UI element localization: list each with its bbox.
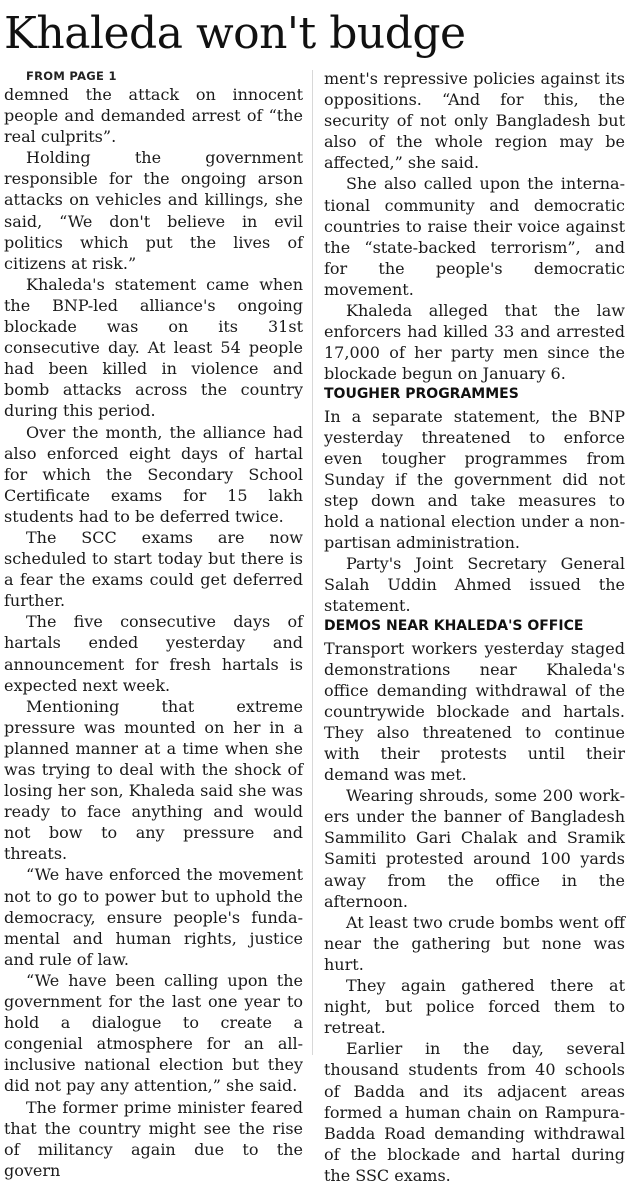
subheading-demos-near-office: DEMOS NEAR KHALEDA'S OFFICE [324,618,584,635]
paragraph: ment's repressive policies against its oppositions. “And for this, the security of not only Bangladesh but also of the whole region may be affected,” she said. [324,69,625,173]
column-divider [312,70,313,1055]
paragraph: The former prime minister feared that the country might see the rise of militancy again due to the govern [4,1097,303,1180]
article-column-left [4,68,303,1181]
headline: Khaleda won't budge [4,8,466,59]
paragraph: Party's Joint Secretary General Salah Uddin Ahmed issued the statement. [324,554,625,616]
paragraph: Holding the government responsible for the ongoing arson attacks on vehicles and killings, she said, “We don't believe in evil politics which put the lives of citizens at risk.” [4,148,303,273]
continued-from-label: FROM PAGE 1 [26,69,117,83]
paragraph: At least two crude bombs went off near the gathering but none was hurt. [324,912,625,974]
paragraph: Over the month, the alliance had also enforced eight days of hartal for which the Secondary School Certificate exams for 15 lakh students had to be deferred twice. [4,422,303,526]
paragraph: In a separate statement, the BNP yesterday threatened to enforce even tougher programmes from Sunday if the government did not step down and take measures to hold a national election under a non-partisan administration. [324,406,625,553]
paragraph: They again gathered there at night, but police forced them to retreat. [324,976,625,1038]
paragraph: Mentioning that extreme pressure was mounted on her in a planned manner at a time when she was trying to deal with the shock of losing her son, Khaleda said she was ready to face anything and would not bow to any pressure and threats. [4,696,303,864]
paragraph: Khaleda alleged that the law enforcers had killed 33 and arrested 17,000 of her party men since the blockade begun on January 6. [324,301,625,384]
paragraph: “We have enforced the movement not to go to power but to uphold the democracy, ensure people's fundamental and human rights, justice and rule of law. [4,865,303,969]
subheading-tougher-programmes: TOUGHER PROGRAMMES [324,386,519,403]
paragraph: demned the attack on innocent people and demanded arrest of “the real culprits”. [4,85,303,147]
paragraph: Transport workers yesterday staged demonstrations near Khaleda's office demanding withdrawal of the countrywide blockade and hartals. They also threatened to continue with their protests until their demand was met. [324,638,625,785]
paragraph: “We have been calling upon the government for the last one year to hold a dialogue to create a congenial atmosphere for an all-inclusive national election but they did not pay any attention,” she said. [4,970,303,1096]
paragraph: Wearing shrouds, some 200 workers under the banner of Bangladesh Sammilito Gari Chalak and Sramik Samiti protested around 100 yards away from the office in the afternoon. [324,786,625,911]
paragraph: The SCC exams are now scheduled to start today but there is a fear the exams could get deferred further. [4,527,303,611]
paragraph: Khaleda's statement came when the BNP-led alliance's ongoing blockade was on its 31st consecutive day. At least 54 people had been killed in violence and bomb attacks across the country during this period. [4,274,303,421]
paragraph: The five consecutive days of hartals ended yesterday and announcement for fresh hartals is expected next week. [4,612,303,695]
paragraph: She also called upon the international community and democratic countries to raise their voice against the “state-backed terrorism”, and for the people's democratic movement. [324,174,625,299]
article-column-right [324,68,625,1186]
paragraph: Earlier in the day, several thousand students from 40 schools of Badda and its adjacent areas formed a human chain on Rampura-Badda Road demanding withdrawal of the blockade and hartal during the SSC exams. [324,1039,625,1185]
